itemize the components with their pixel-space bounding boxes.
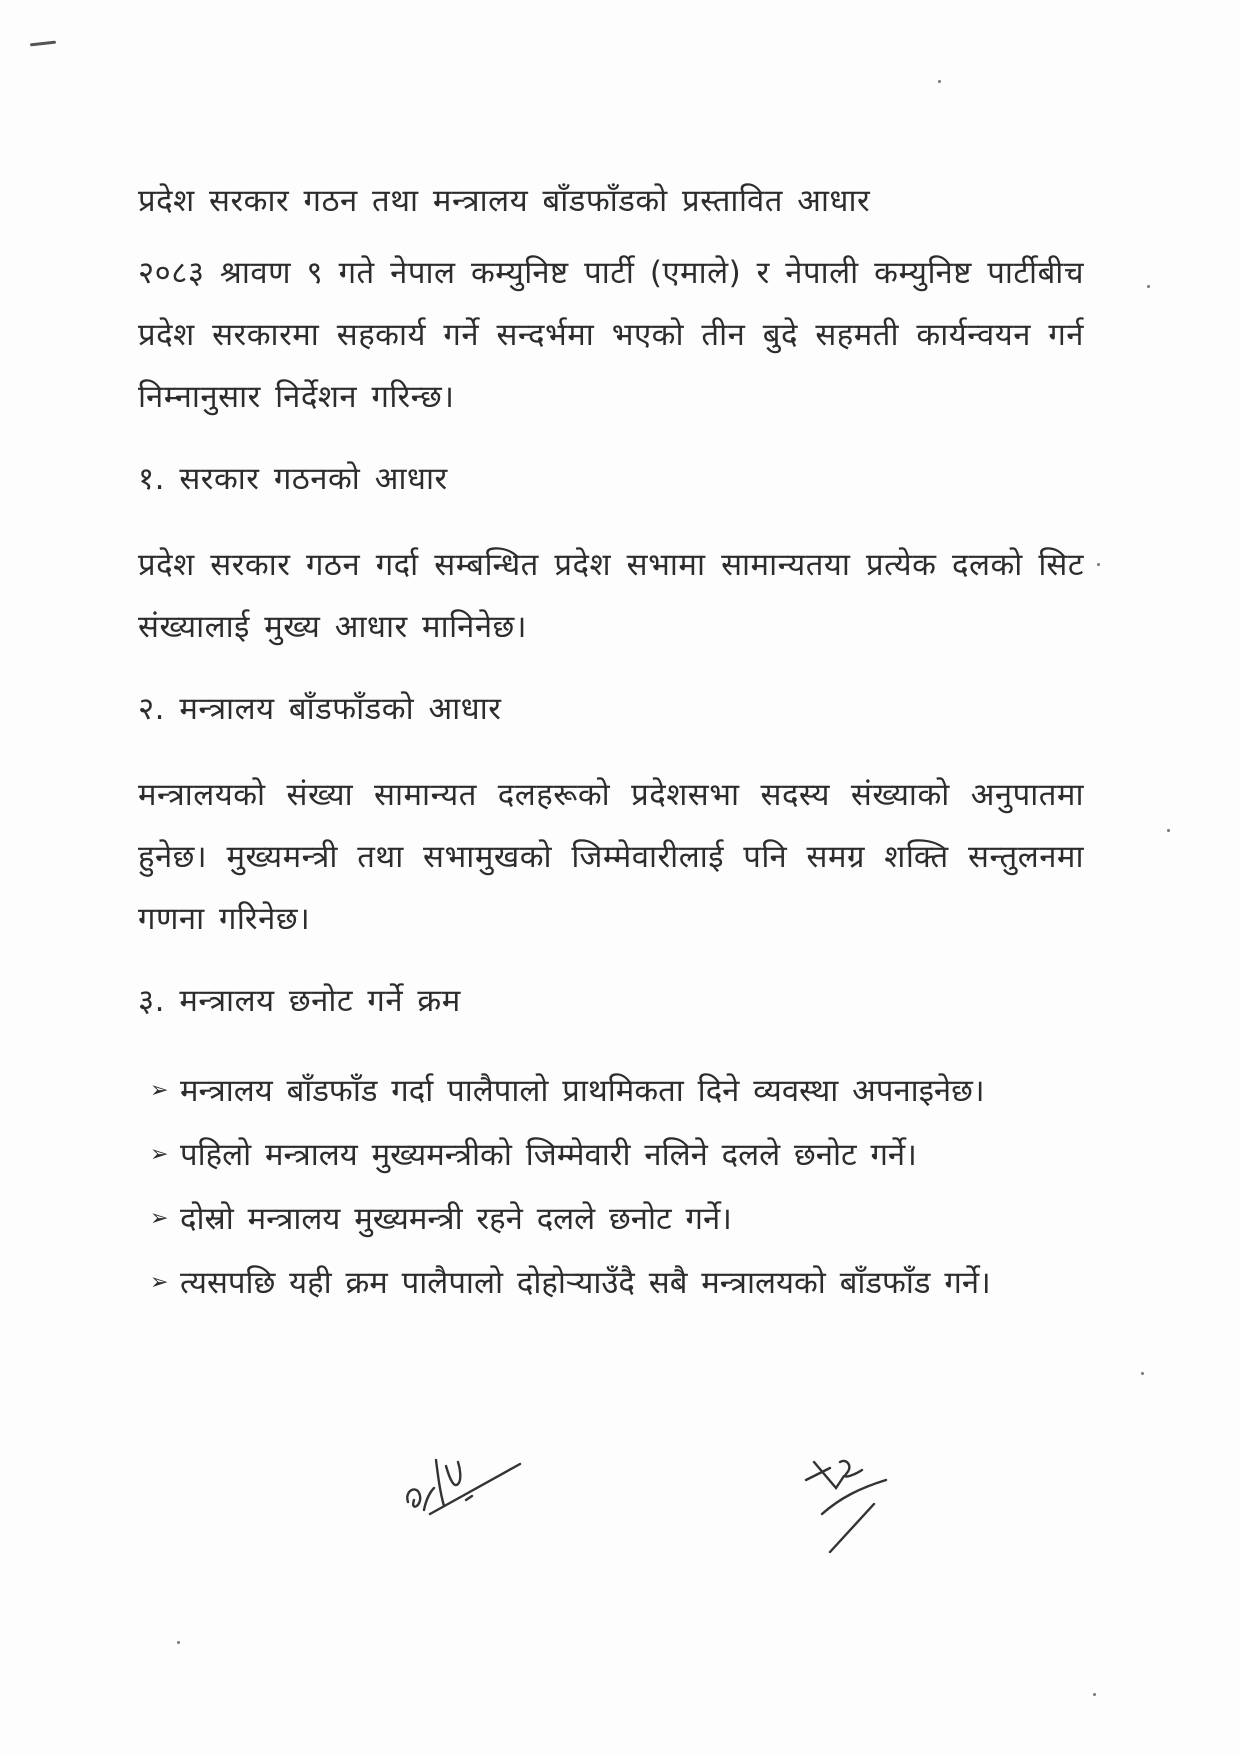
section-3-heading: ३. मन्त्रालय छनोट गर्ने क्रम bbox=[138, 983, 461, 1019]
list-item bbox=[150, 1252, 1084, 1314]
scan-speck bbox=[1147, 285, 1150, 288]
scan-mark bbox=[30, 41, 56, 47]
list-item bbox=[150, 1124, 1084, 1186]
scan-speck bbox=[1141, 1372, 1144, 1375]
list-item bbox=[150, 1188, 1084, 1250]
arrow-bullet-icon: ➢ bbox=[150, 1270, 169, 1295]
list-item-text: मन्त्रालय बाँडफाँड गर्दा पालैपालो प्राथमिकता दिने व्यवस्था अपनाइनेछ। bbox=[180, 1073, 985, 1109]
list-item-text: दोस्रो मन्त्रालय मुख्यमन्त्री रहने दलले छनोट गर्ने। bbox=[180, 1201, 732, 1237]
arrow-bullet-icon: ➢ bbox=[150, 1142, 169, 1167]
scan-speck bbox=[1093, 1693, 1096, 1696]
scan-speck bbox=[177, 1641, 180, 1644]
signature-left bbox=[400, 1440, 540, 1530]
section-2-heading: २. मन्त्रालय बाँडफाँडको आधार bbox=[138, 691, 502, 727]
scan-speck bbox=[1097, 563, 1100, 566]
list-item-text: पहिलो मन्त्रालय मुख्यमन्त्रीको जिम्मेवारी नलिने दलले छनोट गर्ने। bbox=[180, 1137, 917, 1173]
arrow-bullet-icon: ➢ bbox=[150, 1078, 169, 1103]
list-item bbox=[150, 1060, 1084, 1122]
section-3-list bbox=[138, 1060, 1084, 1314]
section-1-heading: १. सरकार गठनको आधार bbox=[138, 461, 448, 497]
list-item-text: त्यसपछि यही क्रम पालैपालो दोहोऱ्याउँदै सबै मन्त्रालयको बाँडफाँड गर्ने। bbox=[180, 1265, 991, 1301]
section-1-body: प्रदेश सरकार गठन गर्दा सम्बन्धित प्रदेश सभामा सामान्यतया प्रत्येक दलको सिट संख्यालाई मुख्य आधार मानिनेछ। bbox=[138, 547, 1084, 645]
arrow-bullet-icon: ➢ bbox=[150, 1206, 169, 1231]
scan-speck bbox=[938, 80, 941, 83]
document-body bbox=[138, 170, 1084, 1316]
intro-paragraph: २०८३ श्रावण ९ गते नेपाल कम्युनिष्ट पार्टी (एमाले) र नेपाली कम्युनिष्ट पार्टीबीच प्रदेश सरकारमा सहकार्य गर्ने सन्दर्भमा भएको तीन बुदे सहमती कार्यन्वयन गर्न निम्नानुसार निर्देशन गरिन्छ। bbox=[138, 255, 1084, 415]
section-2-body: मन्त्रालयको संख्या सामान्यत दलहरूको प्रदेशसभा सदस्य संख्याको अनुपातमा हुनेछ। मुख्यमन्त्री तथा सभामुखको जिम्मेवारीलाई पनि समग्र शक्ति सन्तुलनमा गणना गरिनेछ। bbox=[138, 777, 1084, 937]
document-title: प्रदेश सरकार गठन तथा मन्त्रालय बाँडफाँडको प्रस्तावित आधार bbox=[138, 183, 871, 219]
scan-speck bbox=[1167, 829, 1170, 832]
signature-right bbox=[800, 1440, 910, 1560]
